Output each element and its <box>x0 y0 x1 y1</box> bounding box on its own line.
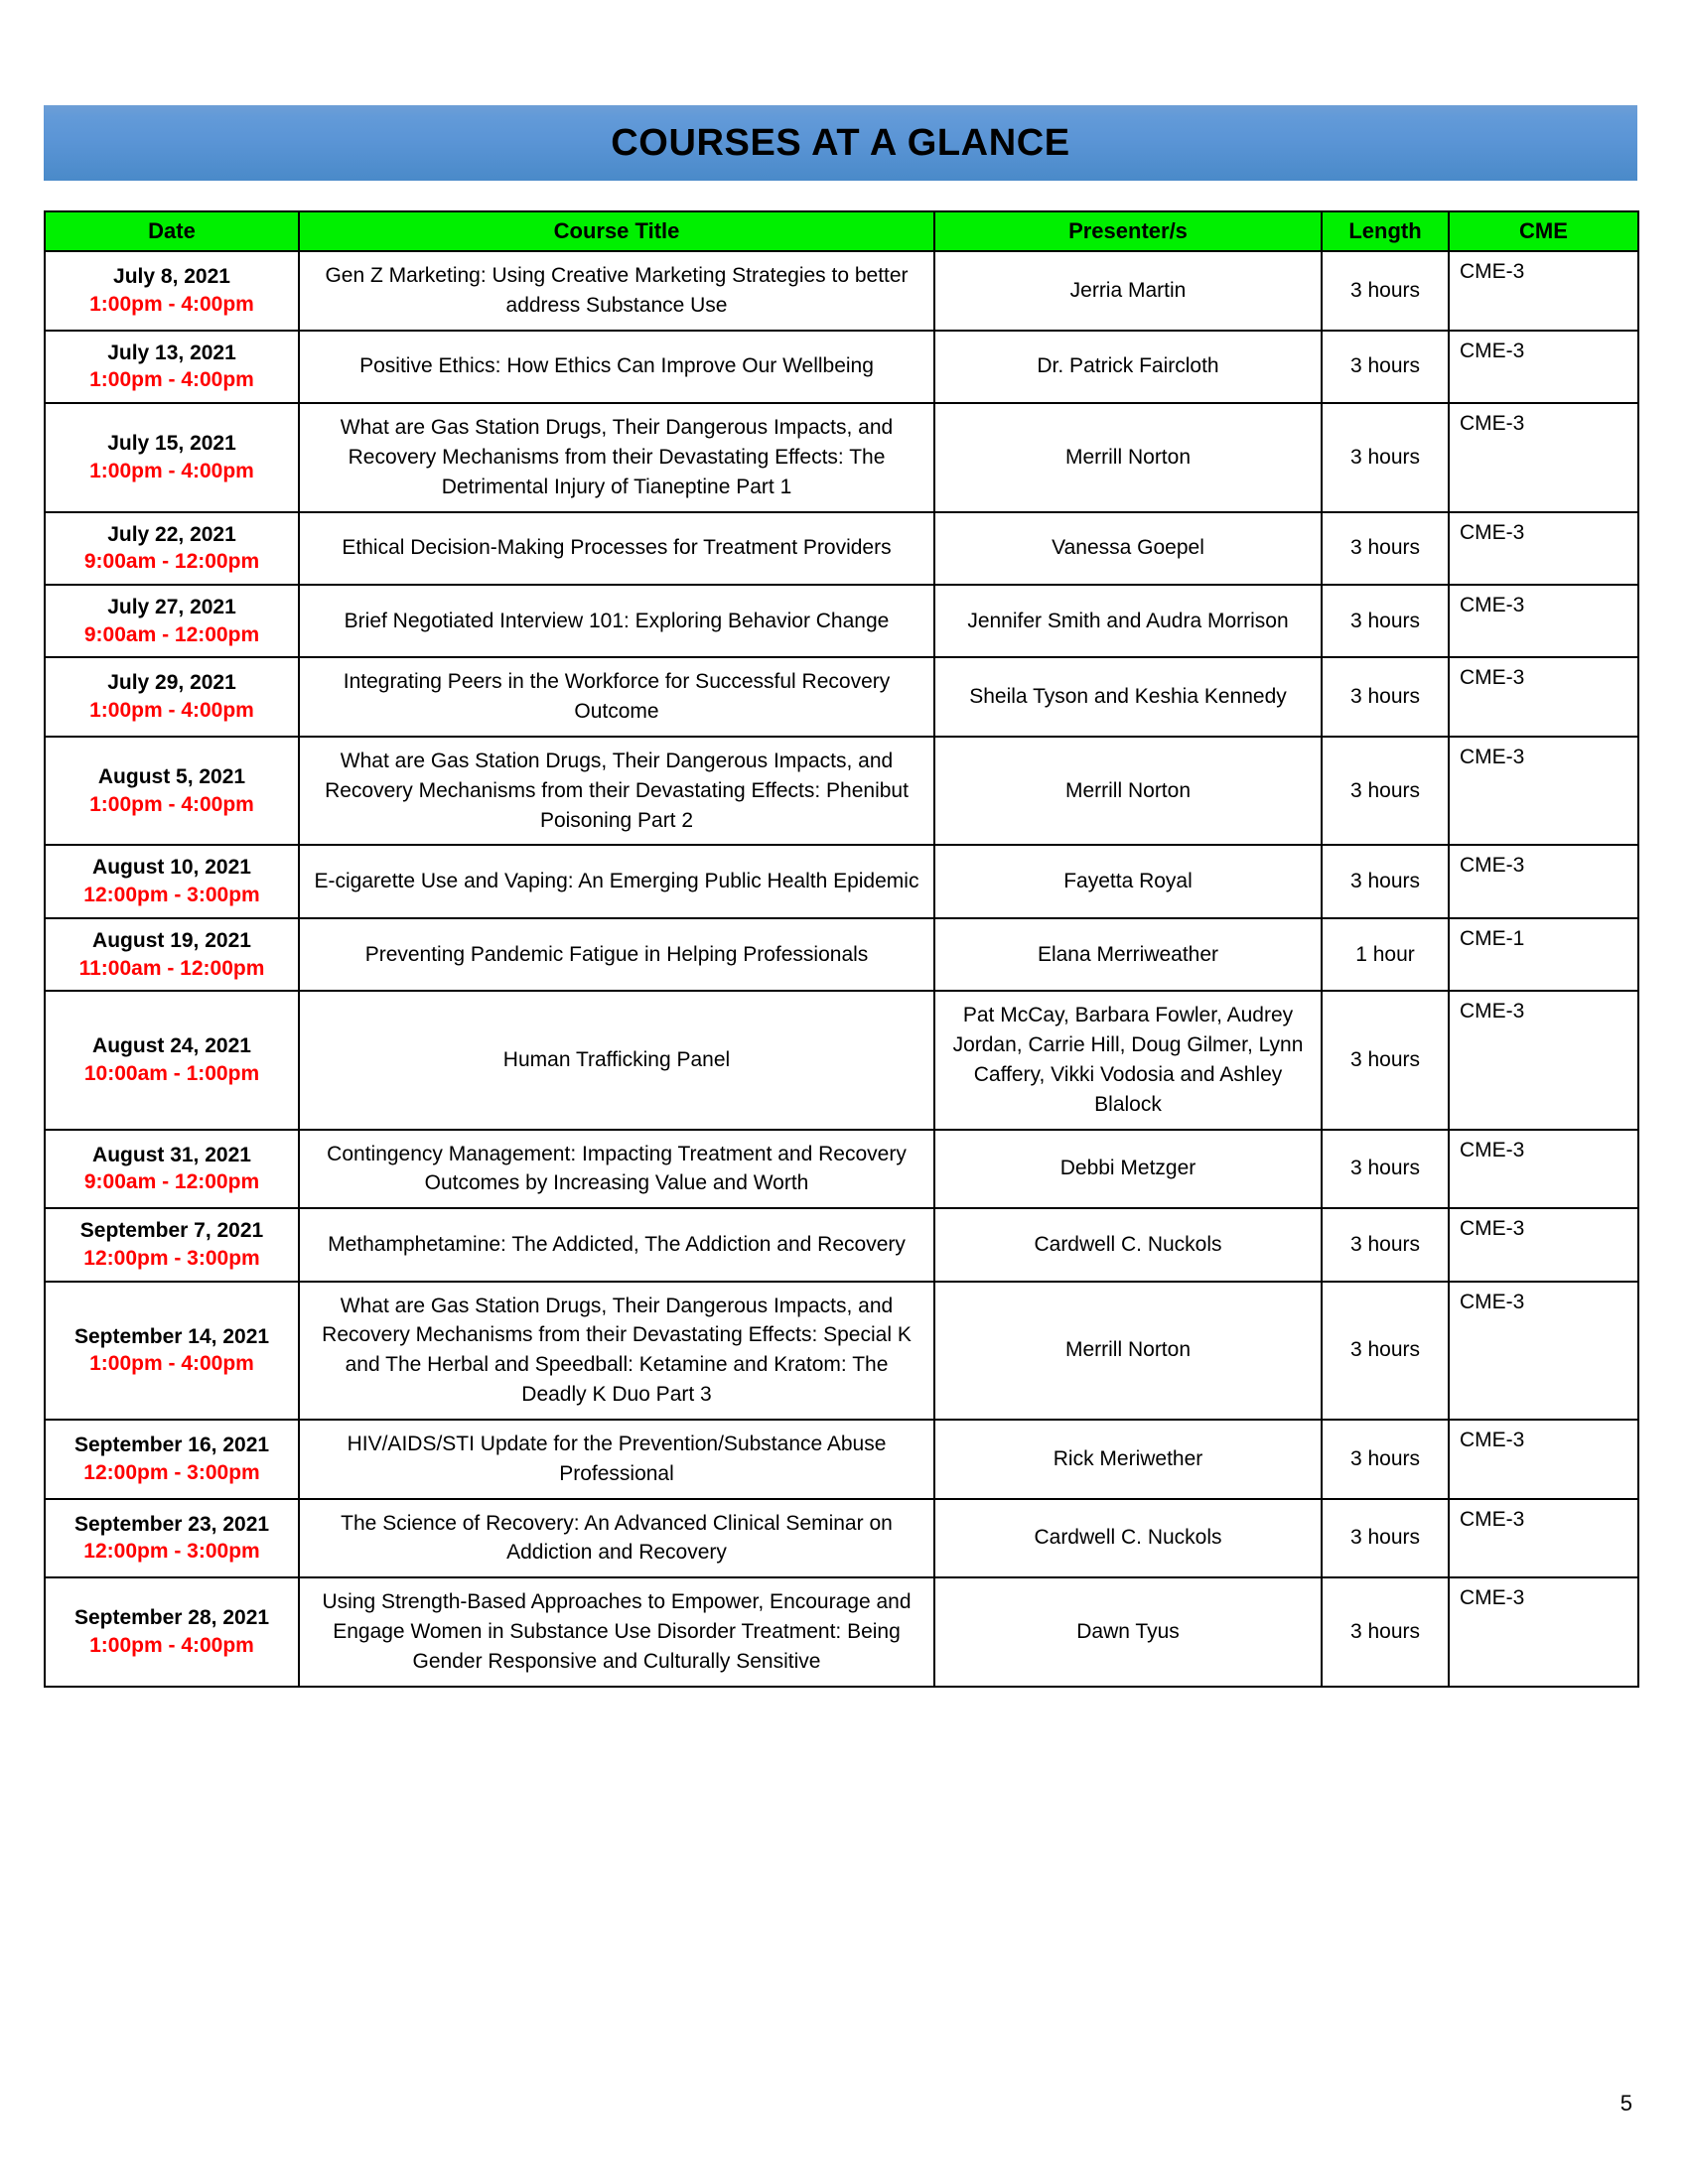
cell-course-title: What are Gas Station Drugs, Their Dangerous Impacts, and Recovery Mechanisms from their Devastating Effects: The Detrimental Injury of Tianeptine Part 1 <box>299 403 934 511</box>
cell-presenter: Cardwell C. Nuckols <box>934 1499 1322 1578</box>
column-header-presenter: Presenter/s <box>934 211 1322 251</box>
course-time: 1:00pm - 4:00pm <box>89 292 254 316</box>
cell-presenter: Dawn Tyus <box>934 1577 1322 1686</box>
cell-length: 1 hour <box>1322 918 1449 991</box>
table-row <box>45 403 1638 511</box>
cell-presenter: Rick Meriwether <box>934 1420 1322 1499</box>
table-row <box>45 918 1638 991</box>
table-body <box>45 251 1638 1687</box>
cell-cme: CME-3 <box>1449 331 1638 403</box>
cell-date <box>45 1130 299 1209</box>
course-time: 12:00pm - 3:00pm <box>83 1460 260 1484</box>
course-time: 12:00pm - 3:00pm <box>83 1540 260 1564</box>
column-header-cme: CME <box>1449 211 1638 251</box>
course-time: 1:00pm - 4:00pm <box>89 368 254 392</box>
cell-presenter: Vanessa Goepel <box>934 512 1322 585</box>
cell-course-title: HIV/AIDS/STI Update for the Prevention/Substance Abuse Professional <box>299 1420 934 1499</box>
table-row <box>45 1420 1638 1499</box>
cell-course-title: Using Strength-Based Approaches to Empower, Encourage and Engage Women in Substance Use Disorder Treatment: Being Gender Responsive and Culturally Sensitive <box>299 1577 934 1686</box>
page-title: COURSES AT A GLANCE <box>611 121 1070 164</box>
table-header <box>45 211 1638 251</box>
cell-presenter: Jerria Martin <box>934 251 1322 331</box>
cell-course-title: E-cigarette Use and Vaping: An Emerging Public Health Epidemic <box>299 845 934 917</box>
cell-cme: CME-3 <box>1449 585 1638 657</box>
cell-course-title: Contingency Management: Impacting Treatment and Recovery Outcomes by Increasing Value and Worth <box>299 1130 934 1209</box>
cell-length: 3 hours <box>1322 1282 1449 1420</box>
course-time: 1:00pm - 4:00pm <box>89 1633 254 1657</box>
cell-date <box>45 1420 299 1499</box>
course-date: July 13, 2021 <box>107 341 236 364</box>
course-date: August 19, 2021 <box>92 928 251 952</box>
cell-length: 3 hours <box>1322 585 1449 657</box>
cell-date <box>45 512 299 585</box>
cell-course-title: What are Gas Station Drugs, Their Dangerous Impacts, and Recovery Mechanisms from their Devastating Effects: Special K and The Herbal and Speedball: Ketamine and Kratom: The Deadly K Duo Part 3 <box>299 1282 934 1420</box>
cell-date <box>45 1282 299 1420</box>
cell-date <box>45 1577 299 1686</box>
column-header-length: Length <box>1322 211 1449 251</box>
cell-cme: CME-1 <box>1449 918 1638 991</box>
table-row <box>45 1130 1638 1209</box>
cell-length: 3 hours <box>1322 737 1449 845</box>
cell-length: 3 hours <box>1322 991 1449 1129</box>
cell-presenter: Sheila Tyson and Keshia Kennedy <box>934 657 1322 737</box>
cell-length: 3 hours <box>1322 1208 1449 1281</box>
table-row <box>45 1499 1638 1578</box>
table-row <box>45 585 1638 657</box>
course-date: July 8, 2021 <box>113 265 230 289</box>
cell-course-title: Human Trafficking Panel <box>299 991 934 1129</box>
course-time: 1:00pm - 4:00pm <box>89 792 254 816</box>
cell-cme: CME-3 <box>1449 1208 1638 1281</box>
course-time: 1:00pm - 4:00pm <box>89 1352 254 1376</box>
cell-course-title: Positive Ethics: How Ethics Can Improve Our Wellbeing <box>299 331 934 403</box>
cell-date <box>45 585 299 657</box>
cell-cme: CME-3 <box>1449 1577 1638 1686</box>
cell-date <box>45 845 299 917</box>
cell-cme: CME-3 <box>1449 1282 1638 1420</box>
course-date: August 24, 2021 <box>92 1034 251 1058</box>
course-date: August 5, 2021 <box>97 765 246 788</box>
cell-cme: CME-3 <box>1449 1420 1638 1499</box>
cell-length: 3 hours <box>1322 845 1449 917</box>
course-time: 12:00pm - 3:00pm <box>83 884 260 907</box>
cell-date <box>45 918 299 991</box>
cell-length: 3 hours <box>1322 1420 1449 1499</box>
table-row <box>45 991 1638 1129</box>
course-time: 1:00pm - 4:00pm <box>89 459 254 482</box>
cell-cme: CME-3 <box>1449 1499 1638 1578</box>
cell-presenter: Fayetta Royal <box>934 845 1322 917</box>
course-date: July 22, 2021 <box>107 522 236 546</box>
cell-presenter: Merrill Norton <box>934 1282 1322 1420</box>
table-row <box>45 1577 1638 1686</box>
table-row <box>45 845 1638 917</box>
cell-cme: CME-3 <box>1449 657 1638 737</box>
cell-length: 3 hours <box>1322 403 1449 511</box>
cell-course-title: The Science of Recovery: An Advanced Clinical Seminar on Addiction and Recovery <box>299 1499 934 1578</box>
course-time: 9:00am - 12:00pm <box>83 622 260 646</box>
course-date: July 27, 2021 <box>107 595 236 618</box>
cell-course-title: Methamphetamine: The Addicted, The Addiction and Recovery <box>299 1208 934 1281</box>
cell-length: 3 hours <box>1322 1577 1449 1686</box>
cell-length: 3 hours <box>1322 512 1449 585</box>
course-date: September 7, 2021 <box>79 1219 264 1243</box>
cell-course-title: Gen Z Marketing: Using Creative Marketing Strategies to better address Substance Use <box>299 251 934 331</box>
cell-date <box>45 657 299 737</box>
table-row <box>45 331 1638 403</box>
column-header-date: Date <box>45 211 299 251</box>
table-header-row <box>45 211 1638 251</box>
cell-length: 3 hours <box>1322 657 1449 737</box>
column-header-title: Course Title <box>299 211 934 251</box>
cell-presenter: Jennifer Smith and Audra Morrison <box>934 585 1322 657</box>
course-date: September 14, 2021 <box>73 1324 270 1348</box>
course-time: 12:00pm - 3:00pm <box>83 1246 260 1270</box>
cell-presenter: Merrill Norton <box>934 737 1322 845</box>
table-row <box>45 1208 1638 1281</box>
cell-course-title: Preventing Pandemic Fatigue in Helping Professionals <box>299 918 934 991</box>
cell-length: 3 hours <box>1322 1130 1449 1209</box>
cell-date <box>45 1208 299 1281</box>
cell-date <box>45 1499 299 1578</box>
course-time: 9:00am - 12:00pm <box>83 1170 260 1194</box>
cell-date <box>45 331 299 403</box>
cell-course-title: Integrating Peers in the Workforce for Successful Recovery Outcome <box>299 657 934 737</box>
course-date: August 10, 2021 <box>92 856 251 880</box>
cell-course-title: Ethical Decision-Making Processes for Treatment Providers <box>299 512 934 585</box>
table-row <box>45 737 1638 845</box>
cell-cme: CME-3 <box>1449 251 1638 331</box>
table-row <box>45 657 1638 737</box>
course-date: August 31, 2021 <box>92 1143 251 1166</box>
cell-length: 3 hours <box>1322 251 1449 331</box>
table-row <box>45 1282 1638 1420</box>
cell-cme: CME-3 <box>1449 512 1638 585</box>
cell-date <box>45 403 299 511</box>
cell-date <box>45 991 299 1129</box>
cell-presenter: Elana Merriweather <box>934 918 1322 991</box>
page-number: 5 <box>1619 2091 1632 2116</box>
course-date: September 23, 2021 <box>73 1512 270 1536</box>
cell-course-title: What are Gas Station Drugs, Their Dangerous Impacts, and Recovery Mechanisms from their Devastating Effects: Phenibut Poisoning Part 2 <box>299 737 934 845</box>
cell-date <box>45 737 299 845</box>
cell-length: 3 hours <box>1322 331 1449 403</box>
cell-length: 3 hours <box>1322 1499 1449 1578</box>
table-row <box>45 251 1638 331</box>
course-time: 9:00am - 12:00pm <box>83 550 260 574</box>
course-time: 1:00pm - 4:00pm <box>89 699 254 723</box>
course-time: 10:00am - 1:00pm <box>83 1061 260 1085</box>
cell-presenter: Debbi Metzger <box>934 1130 1322 1209</box>
page-banner <box>44 105 1637 181</box>
cell-cme: CME-3 <box>1449 403 1638 511</box>
cell-cme: CME-3 <box>1449 991 1638 1129</box>
cell-date <box>45 251 299 331</box>
cell-presenter: Pat McCay, Barbara Fowler, Audrey Jordan, Carrie Hill, Doug Gilmer, Lynn Caffery, Vikki Vodosia and Ashley Blalock <box>934 991 1322 1129</box>
cell-presenter: Cardwell C. Nuckols <box>934 1208 1322 1281</box>
courses-at-a-glance-table <box>44 210 1639 1688</box>
table-row <box>45 512 1638 585</box>
cell-cme: CME-3 <box>1449 1130 1638 1209</box>
cell-presenter: Merrill Norton <box>934 403 1322 511</box>
course-date: July 15, 2021 <box>107 432 236 456</box>
course-date: July 29, 2021 <box>107 671 236 695</box>
course-date: September 16, 2021 <box>73 1433 270 1456</box>
cell-cme: CME-3 <box>1449 737 1638 845</box>
course-date: September 28, 2021 <box>73 1606 270 1630</box>
cell-presenter: Dr. Patrick Faircloth <box>934 331 1322 403</box>
cell-cme: CME-3 <box>1449 845 1638 917</box>
cell-course-title: Brief Negotiated Interview 101: Exploring Behavior Change <box>299 585 934 657</box>
course-time: 11:00am - 12:00pm <box>78 956 265 980</box>
